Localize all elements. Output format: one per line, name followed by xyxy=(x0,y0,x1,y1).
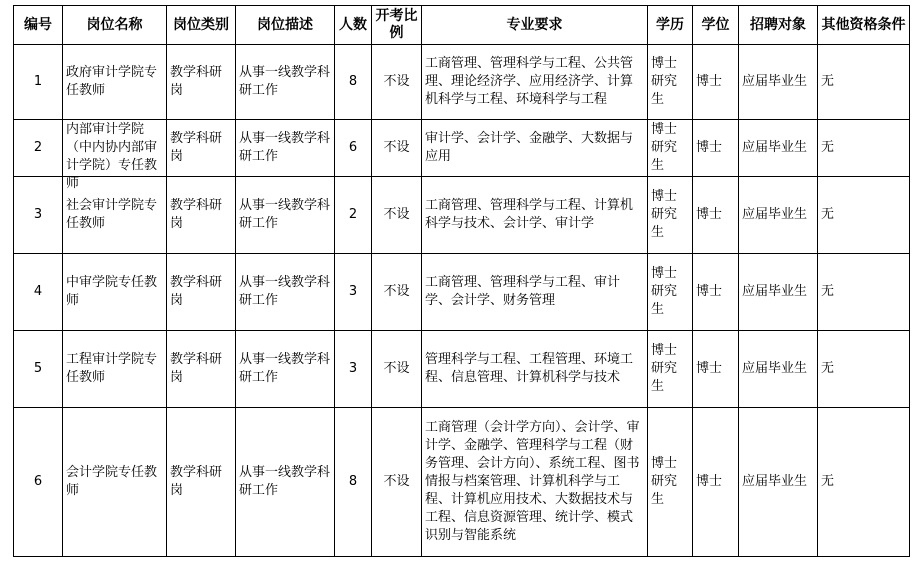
cell-position-type: 教学科研岗 xyxy=(167,254,236,331)
cell-position-name: 社会审计学院专任教师 xyxy=(63,177,167,254)
cell-no: 3 xyxy=(14,177,63,254)
table-row xyxy=(14,408,910,557)
cell-no: 1 xyxy=(14,45,63,120)
cell-position-name: 政府审计学院专任教师 xyxy=(63,45,167,120)
cell-position-name: 工程审计学院专任教师 xyxy=(63,331,167,408)
cell-major: 工商管理、管理科学与工程、公共管理、理论经济学、应用经济学、计算机科学与工程、环境科学与工程 xyxy=(422,45,648,120)
cell-position-name: 会计学院专任教师 xyxy=(63,408,167,557)
header-degree: 学位 xyxy=(693,6,739,45)
header-major: 专业要求 xyxy=(422,6,648,45)
cell-count: 8 xyxy=(335,45,372,120)
header-description: 岗位描述 xyxy=(236,6,335,45)
header-no: 编号 xyxy=(14,6,63,45)
cell-exam-ratio: 不设 xyxy=(372,120,422,177)
cell-target: 应届毕业生 xyxy=(739,408,818,557)
cell-education: 博士研究生 xyxy=(648,254,693,331)
cell-degree: 博士 xyxy=(693,254,739,331)
cell-degree: 博士 xyxy=(693,408,739,557)
cell-position-type: 教学科研岗 xyxy=(167,177,236,254)
cell-exam-ratio: 不设 xyxy=(372,331,422,408)
cell-no: 4 xyxy=(14,254,63,331)
cell-education: 博士研究生 xyxy=(648,408,693,557)
cell-degree: 博士 xyxy=(693,331,739,408)
header-count: 人数 xyxy=(335,6,372,45)
table-row xyxy=(14,254,910,331)
cell-position-type: 教学科研岗 xyxy=(167,331,236,408)
cell-major: 审计学、会计学、金融学、大数据与应用 xyxy=(422,120,648,177)
cell-education: 博士研究生 xyxy=(648,120,693,177)
cell-no: 6 xyxy=(14,408,63,557)
cell-major: 工商管理、管理科学与工程、计算机科学与技术、会计学、审计学 xyxy=(422,177,648,254)
header-exam-ratio: 开考比例 xyxy=(372,6,422,45)
cell-other: 无 xyxy=(818,331,910,408)
cell-major: 工商管理（会计学方向）、会计学、审计学、金融学、管理科学与工程（财务管理、会计方向）、系统工程、图书情报与档案管理、计算机科学与工程、计算机应用技术、大数据技术与工程、信息资源管理、统计学、模式识别与智能系统 xyxy=(422,408,648,557)
cell-count: 3 xyxy=(335,331,372,408)
cell-target: 应届毕业生 xyxy=(739,254,818,331)
cell-target: 应届毕业生 xyxy=(739,45,818,120)
cell-description: 从事一线教学科研工作 xyxy=(236,177,335,254)
table-row xyxy=(14,45,910,120)
cell-description: 从事一线教学科研工作 xyxy=(236,254,335,331)
cell-description: 从事一线教学科研工作 xyxy=(236,45,335,120)
cell-other: 无 xyxy=(818,45,910,120)
cell-position-name xyxy=(63,120,167,191)
table-row xyxy=(14,120,910,177)
table-row xyxy=(14,331,910,408)
cell-major: 工商管理、管理科学与工程、审计学、会计学、财务管理 xyxy=(422,254,648,331)
cell-other: 无 xyxy=(818,120,910,177)
cell-exam-ratio: 不设 xyxy=(372,45,422,120)
recruitment-table xyxy=(13,5,910,557)
header-position-type: 岗位类别 xyxy=(167,6,236,45)
cell-target: 应届毕业生 xyxy=(739,177,818,254)
header-other: 其他资格条件 xyxy=(818,6,910,45)
cell-position-name-text: 内部审计学院（中内协内部审计学院）专任教师 xyxy=(66,121,158,191)
header-row xyxy=(14,6,910,45)
cell-education: 博士研究生 xyxy=(648,331,693,408)
cell-count: 6 xyxy=(335,120,372,177)
cell-degree: 博士 xyxy=(693,177,739,254)
header-education: 学历 xyxy=(648,6,693,45)
header-position-name: 岗位名称 xyxy=(63,6,167,45)
cell-count: 2 xyxy=(335,177,372,254)
cell-target: 应届毕业生 xyxy=(739,120,818,177)
header-target: 招聘对象 xyxy=(739,6,818,45)
cell-exam-ratio: 不设 xyxy=(372,177,422,254)
cell-position-name: 中审学院专任教师 xyxy=(63,254,167,331)
cell-education: 博士研究生 xyxy=(648,45,693,120)
cell-degree: 博士 xyxy=(693,45,739,120)
cell-description: 从事一线教学科研工作 xyxy=(236,408,335,557)
cell-target: 应届毕业生 xyxy=(739,331,818,408)
table-row xyxy=(14,177,910,254)
cell-major: 管理科学与工程、工程管理、环境工程、信息管理、计算机科学与技术 xyxy=(422,331,648,408)
cell-count: 8 xyxy=(335,408,372,557)
cell-description: 从事一线教学科研工作 xyxy=(236,120,335,177)
cell-description: 从事一线教学科研工作 xyxy=(236,331,335,408)
cell-other: 无 xyxy=(818,177,910,254)
cell-position-type: 教学科研岗 xyxy=(167,45,236,120)
cell-other: 无 xyxy=(818,254,910,331)
cell-other: 无 xyxy=(818,408,910,557)
cell-exam-ratio: 不设 xyxy=(372,254,422,331)
cell-count: 3 xyxy=(335,254,372,331)
cell-degree: 博士 xyxy=(693,120,739,177)
cell-exam-ratio: 不设 xyxy=(372,408,422,557)
cell-education: 博士研究生 xyxy=(648,177,693,254)
cell-no: 5 xyxy=(14,331,63,408)
cell-no: 2 xyxy=(14,120,63,177)
cell-position-type: 教学科研岗 xyxy=(167,120,236,177)
cell-position-type: 教学科研岗 xyxy=(167,408,236,557)
